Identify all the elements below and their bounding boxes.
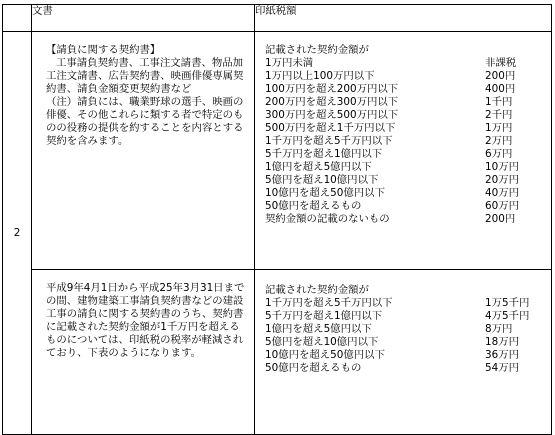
tax-bracket-row bbox=[265, 148, 541, 161]
tax-bracket-amount: 1万円 bbox=[485, 122, 513, 134]
tax-bracket-row bbox=[265, 96, 541, 109]
tax-bracket-amount: 非課税 bbox=[485, 57, 517, 69]
document-body bbox=[46, 57, 248, 96]
tax-bracket-label: 5億円を超え10億円以下 bbox=[265, 174, 379, 186]
tax-bracket-amount: 4万5千円 bbox=[485, 310, 530, 322]
tax-bracket-row bbox=[265, 310, 541, 323]
construction-description-cell bbox=[32, 270, 255, 435]
tax-bracket-row bbox=[265, 362, 541, 375]
tax-bracket-label: 50億円を超えるもの bbox=[265, 362, 362, 374]
tax-bracket-amount: 18万円 bbox=[485, 336, 520, 348]
reduced-tax-amount-cell bbox=[255, 270, 552, 435]
contract-row-general bbox=[3, 32, 552, 270]
document-title: 【請負に関する契約書】 bbox=[46, 44, 161, 56]
tax-bracket-row bbox=[265, 135, 541, 148]
tax-bracket-row bbox=[265, 122, 541, 135]
tax-bracket-amount: 1千円 bbox=[485, 96, 513, 108]
stamp-tax-table bbox=[2, 4, 552, 435]
tax-bracket-row bbox=[265, 187, 541, 200]
tax-bracket-row bbox=[265, 213, 541, 226]
tax-bracket-label: 10億円を超え50億円以下 bbox=[265, 187, 385, 199]
tax-bracket-row bbox=[265, 109, 541, 122]
header-tax-cell: 印紙税額 bbox=[255, 5, 552, 32]
tax-list bbox=[265, 57, 541, 226]
tax-bracket-label: 1千万円を超え5千万円以下 bbox=[265, 297, 393, 309]
tax-bracket-label: 5千万円を超え1億円以下 bbox=[265, 148, 383, 160]
tax-bracket-amount: 2万円 bbox=[485, 135, 513, 147]
tax-bracket-row bbox=[265, 200, 541, 213]
tax-bracket-label: 1万円以上100万円以下 bbox=[265, 70, 375, 82]
tax-bracket-row bbox=[265, 161, 541, 174]
tax-bracket-row bbox=[265, 349, 541, 362]
tax-bracket-amount: 40万円 bbox=[485, 187, 520, 199]
tax-bracket-amount: 6万円 bbox=[485, 148, 513, 160]
tax-bracket-amount: 10万円 bbox=[485, 161, 520, 173]
tax-bracket-amount: 8万円 bbox=[485, 323, 513, 335]
tax-bracket-amount: 1万5千円 bbox=[485, 297, 530, 309]
tax-bracket-label: 1万円未満 bbox=[265, 57, 314, 69]
tax-bracket-row bbox=[265, 336, 541, 349]
tax-bracket-label: 契約金額の記載のないもの bbox=[265, 213, 390, 225]
tax-bracket-label: 5億円を超え10億円以下 bbox=[265, 336, 379, 348]
tax-bracket-amount: 2千円 bbox=[485, 109, 513, 121]
tax-bracket-row bbox=[265, 323, 541, 336]
tax-bracket-amount: 200円 bbox=[485, 70, 516, 82]
tax-intro: 記載された契約金額が bbox=[265, 44, 369, 56]
tax-bracket-row bbox=[265, 83, 541, 96]
tax-bracket-row bbox=[265, 70, 541, 83]
tax-bracket-row bbox=[265, 174, 541, 187]
row-number-cell: 2 bbox=[3, 32, 32, 435]
tax-bracket-label: 1千万円を超え5千万円以下 bbox=[265, 135, 393, 147]
tax-bracket-label: 1億円を超え5億円以下 bbox=[265, 323, 372, 335]
tax-amount-cell bbox=[255, 32, 552, 270]
construction-text: 平成9年4月1日から平成25年3月31日までの間、建物建築工事請負契約書などの建設工事の請負に関する契約書のうち、契約書に記載された契約金額が1千万円を超えるものについては、印紙税の税率が軽減されており、下表のようになります。 bbox=[46, 282, 245, 359]
reduced-tax-list bbox=[265, 297, 541, 375]
tax-bracket-label: 500万円を超え1千万円以下 bbox=[265, 122, 396, 134]
tax-bracket-row bbox=[265, 57, 541, 70]
reduced-tax-intro: 記載された契約金額が bbox=[265, 284, 369, 296]
header-row bbox=[3, 5, 552, 32]
header-document-cell: 文書 bbox=[32, 5, 255, 32]
tax-bracket-amount: 60万円 bbox=[485, 200, 520, 212]
tax-bracket-label: 300万円を超え500万円以下 bbox=[265, 109, 399, 121]
tax-bracket-label: 50億円を超えるもの bbox=[265, 200, 362, 212]
tax-bracket-row bbox=[265, 297, 541, 310]
tax-bracket-amount: 400円 bbox=[485, 83, 516, 95]
tax-bracket-amount: 200円 bbox=[485, 213, 516, 225]
tax-bracket-label: 10億円を超え50億円以下 bbox=[265, 349, 385, 361]
document-description-cell bbox=[32, 32, 255, 270]
tax-bracket-label: 200万円を超え300万円以下 bbox=[265, 96, 399, 108]
document-body-text: 工事請負契約書、工事注文請書、物品加工注文請書、広告契約書、映画俳優専属契約書、請負金額変更契約書など bbox=[46, 57, 244, 95]
tax-bracket-label: 1億円を超え5億円以下 bbox=[265, 161, 372, 173]
document-note: （注）請負には、職業野球の選手、映画の俳優、その他これらに類する者で特定のものの役務の提供を約することを内容とする契約を含みます。 bbox=[46, 96, 244, 147]
tax-bracket-amount: 54万円 bbox=[485, 362, 520, 374]
tax-bracket-amount: 20万円 bbox=[485, 174, 520, 186]
tax-bracket-amount: 36万円 bbox=[485, 349, 520, 361]
contract-row-construction bbox=[3, 270, 552, 435]
tax-bracket-label: 5千万円を超え1億円以下 bbox=[265, 310, 383, 322]
tax-bracket-label: 100万円を超え200万円以下 bbox=[265, 83, 399, 95]
header-number-cell bbox=[3, 5, 32, 32]
